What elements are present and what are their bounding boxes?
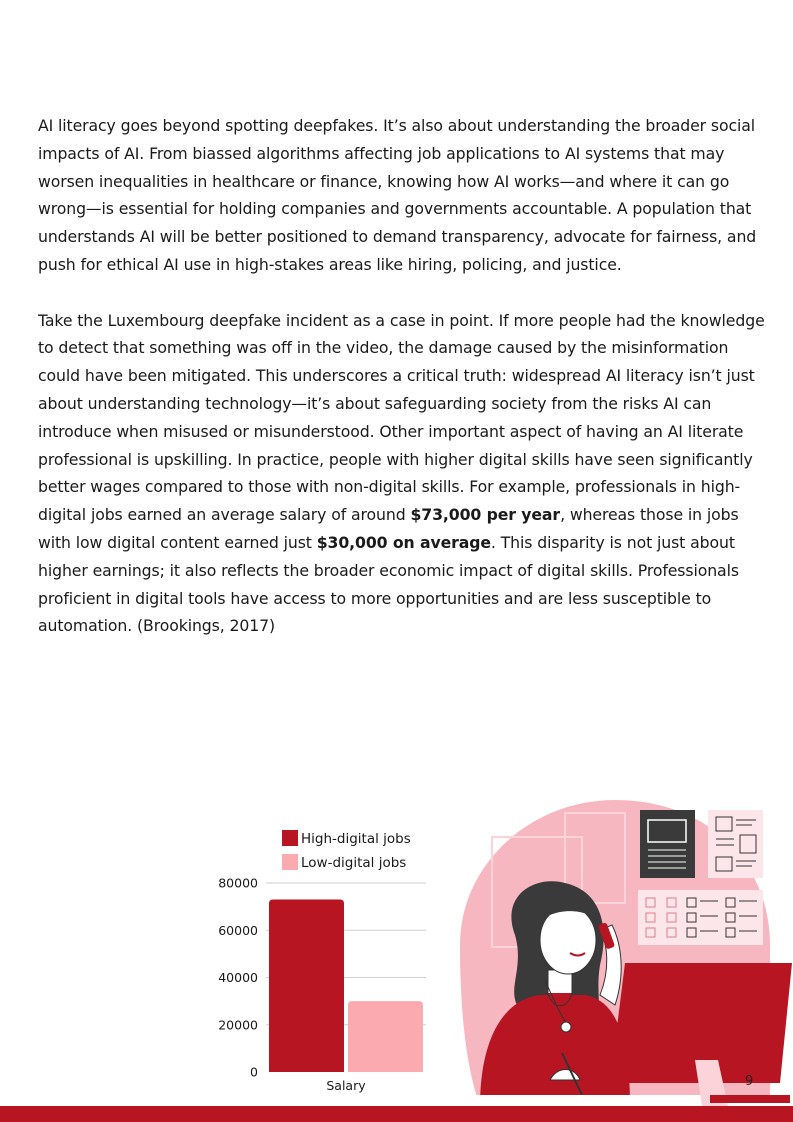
paragraph-2-part-b: , whereas those in jobs with low digital content earned just <box>38 505 739 552</box>
y-tick-label: 80000 <box>218 875 258 891</box>
low-digital-salary: $30,000 on average <box>316 532 491 552</box>
bar <box>348 1001 423 1072</box>
body-text <box>38 112 768 640</box>
checkbox-panel <box>638 890 763 945</box>
y-tick-label: 0 <box>250 1064 258 1080</box>
y-tick-label: 20000 <box>218 1017 258 1033</box>
paragraph-1: AI literacy goes beyond spotting deepfakes. It’s also about understanding the broader social impacts of AI. From biassed algorithms affecting job applications to AI systems that may worsen inequalities in healthcare or finance, knowing how AI works—and where it can go wrong—is essential for holding companies and governments accountable. A population that understands AI will be better positioned to demand transparency, advocate for fairness, and push for ethical AI use in high-stakes areas like hiring, policing, and justice. <box>38 116 757 274</box>
paragraph-2 <box>38 307 768 641</box>
paragraph-2-part-c: . This disparity is not just about higher earnings; it also reflects the broader economic impact of digital skills. Professionals proficient in digital tools have access to more opportunities and are less susceptible to automation. (Brookings, 2017) <box>38 532 739 636</box>
y-tick-label: 40000 <box>218 970 258 985</box>
page-number: 9 <box>745 1074 754 1089</box>
legend-swatch <box>282 854 298 870</box>
paragraph-2-part-a: Take the Luxembourg deepfake incident as a case in point. If more people had the knowledge to detect that something was off in the video, the damage caused by the misinformation could have been mitigated. This underscores a critical truth: widespread AI literacy isn’t just about understanding technology—it’s about safeguarding society from the risks AI can introduce when misused or misunderstood. Other important aspect of having an AI literate professional is upskilling. In practice, people with higher digital skills have seen significantly better wages compared to those with non-digital skills. For example, professionals in high-digital jobs earned an average salary of around <box>38 310 765 525</box>
x-category-label: Salary <box>326 1078 366 1093</box>
legend-label: Low-digital jobs <box>301 855 407 871</box>
woman-on-phone-illustration <box>440 795 793 1106</box>
legend-swatch <box>282 830 298 846</box>
salary-bar-chart <box>200 822 440 1097</box>
footer-bar <box>0 1106 793 1122</box>
high-digital-salary: $73,000 per year <box>410 505 561 525</box>
y-tick-label: 60000 <box>218 922 258 938</box>
legend-label: High-digital jobs <box>301 831 411 847</box>
bar <box>269 900 344 1072</box>
